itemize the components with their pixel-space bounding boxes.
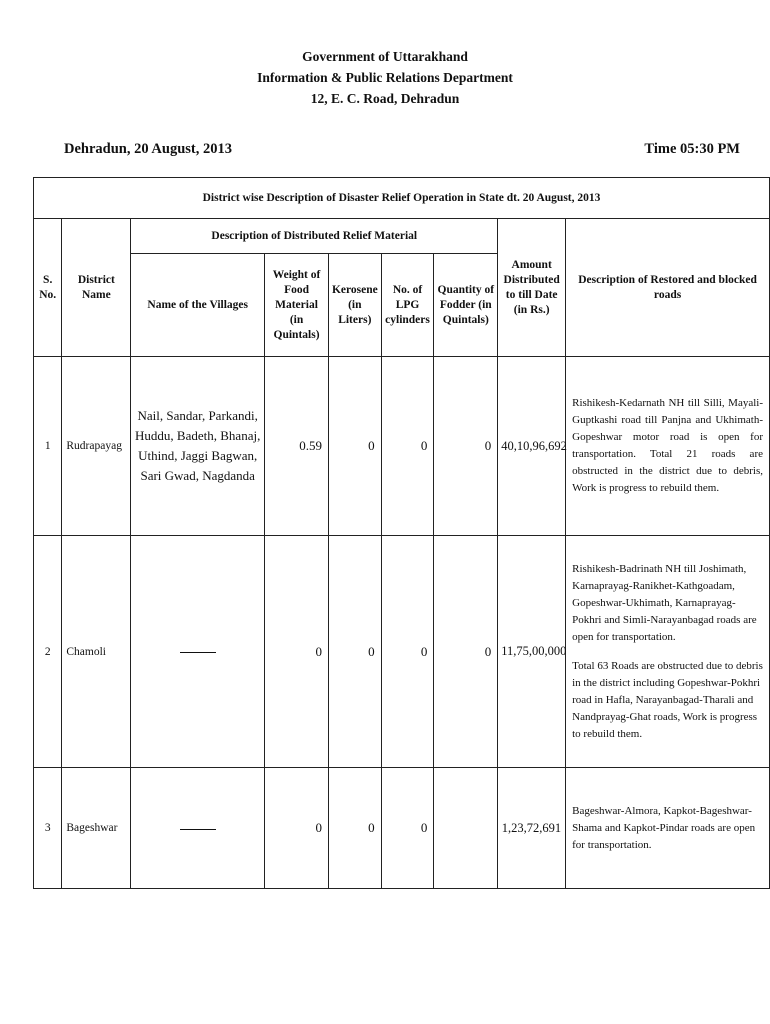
roads-text-open: Rishikesh-Badrinath NH till Joshimath, Karnaprayag-Ranikhet-Kathgoadam, Gopeshwar-Ukhimath, Karnaprayag-Pokhri and Simli-Narayanbagad roads are open for transportation. <box>572 562 757 643</box>
cell-roads <box>566 357 770 536</box>
col-group-relief-material: Description of Distributed Relief Material <box>131 219 498 254</box>
roads-text: Rishikesh-Kedarnath NH till Silli, Mayali-Guptkashi road till Panjna and Ukhimath-Gopeshwar motor road is open for transportation. Total 21 roads are obstructed in the district due to debris, Work is progress to rebuild them. <box>572 397 763 494</box>
cell-lpg: 0 <box>381 768 434 889</box>
blank-dash <box>180 652 216 653</box>
col-food: Weight of Food Material (in Quintals) <box>265 254 329 357</box>
cell-amount: 1,23,72,691 <box>498 768 566 889</box>
relief-table <box>33 177 770 889</box>
header-government: Government of Uttarakhand <box>302 49 468 64</box>
cell-kerosene: 0 <box>328 357 381 536</box>
cell-sno: 1 <box>34 357 62 536</box>
roads-text: Bageshwar-Almora, Kapkot-Bageshwar-Shama and Kapkot-Pindar roads are open for transportation. <box>572 804 756 851</box>
cell-fodder <box>434 768 498 889</box>
cell-villages <box>131 536 265 768</box>
table-row <box>34 768 770 889</box>
cell-kerosene: 0 <box>328 768 381 889</box>
cell-food: 0 <box>265 768 329 889</box>
cell-fodder: 0 <box>434 357 498 536</box>
col-villages: Name of the Villages <box>131 254 265 357</box>
header-department: Information & Public Relations Department <box>257 70 513 85</box>
cell-roads <box>566 536 770 768</box>
col-kerosene: Kerosene (in Liters) <box>328 254 381 357</box>
col-district: District Name <box>62 219 131 357</box>
col-fodder: Quantity of Fodder (in Quintals) <box>434 254 498 357</box>
table-row <box>34 536 770 768</box>
col-amount: Amount Distributed to till Date (in Rs.) <box>498 219 566 357</box>
cell-lpg: 0 <box>381 536 434 768</box>
roads-text-blocked: Total 63 Roads are obstructed due to debris in the district including Gopeshwar-Pokhri road in Hafla, Narayanbagad-Tharali and Nandprayag-Ghat roads, Work is progress to rebuild them. <box>572 659 763 740</box>
cell-district: Bageshwar <box>62 768 131 889</box>
col-lpg: No. of LPG cylinders <box>381 254 434 357</box>
document-header <box>0 46 770 109</box>
cell-fodder: 0 <box>434 536 498 768</box>
cell-district: Rudrapayag <box>62 357 131 536</box>
time-line: Time 05:30 PM <box>644 141 740 157</box>
cell-food: 0.59 <box>265 357 329 536</box>
cell-sno: 2 <box>34 536 62 768</box>
cell-lpg: 0 <box>381 357 434 536</box>
cell-roads <box>566 768 770 889</box>
table-row <box>34 357 770 536</box>
cell-kerosene: 0 <box>328 536 381 768</box>
header-address: 12, E. C. Road, Dehradun <box>310 91 460 106</box>
date-line: Dehradun, 20 August, 2013 <box>64 141 232 157</box>
cell-amount: 11,75,00,000 <box>498 536 566 768</box>
cell-villages <box>131 768 265 889</box>
cell-villages: Nail, Sandar, Parkandi, Huddu, Badeth, Bhanaj, Uthind, Jaggi Bagwan, Sari Gwad, Nagdanda <box>131 357 265 536</box>
cell-amount: 40,10,96,692 <box>498 357 566 536</box>
cell-district: Chamoli <box>62 536 131 768</box>
col-sno: S. No. <box>34 219 62 357</box>
table-title: District wise Description of Disaster Relief Operation in State dt. 20 August, 2013 <box>34 178 770 219</box>
col-roads: Description of Restored and blocked roads <box>566 219 770 357</box>
cell-food: 0 <box>265 536 329 768</box>
blank-dash <box>180 829 216 830</box>
cell-sno: 3 <box>34 768 62 889</box>
